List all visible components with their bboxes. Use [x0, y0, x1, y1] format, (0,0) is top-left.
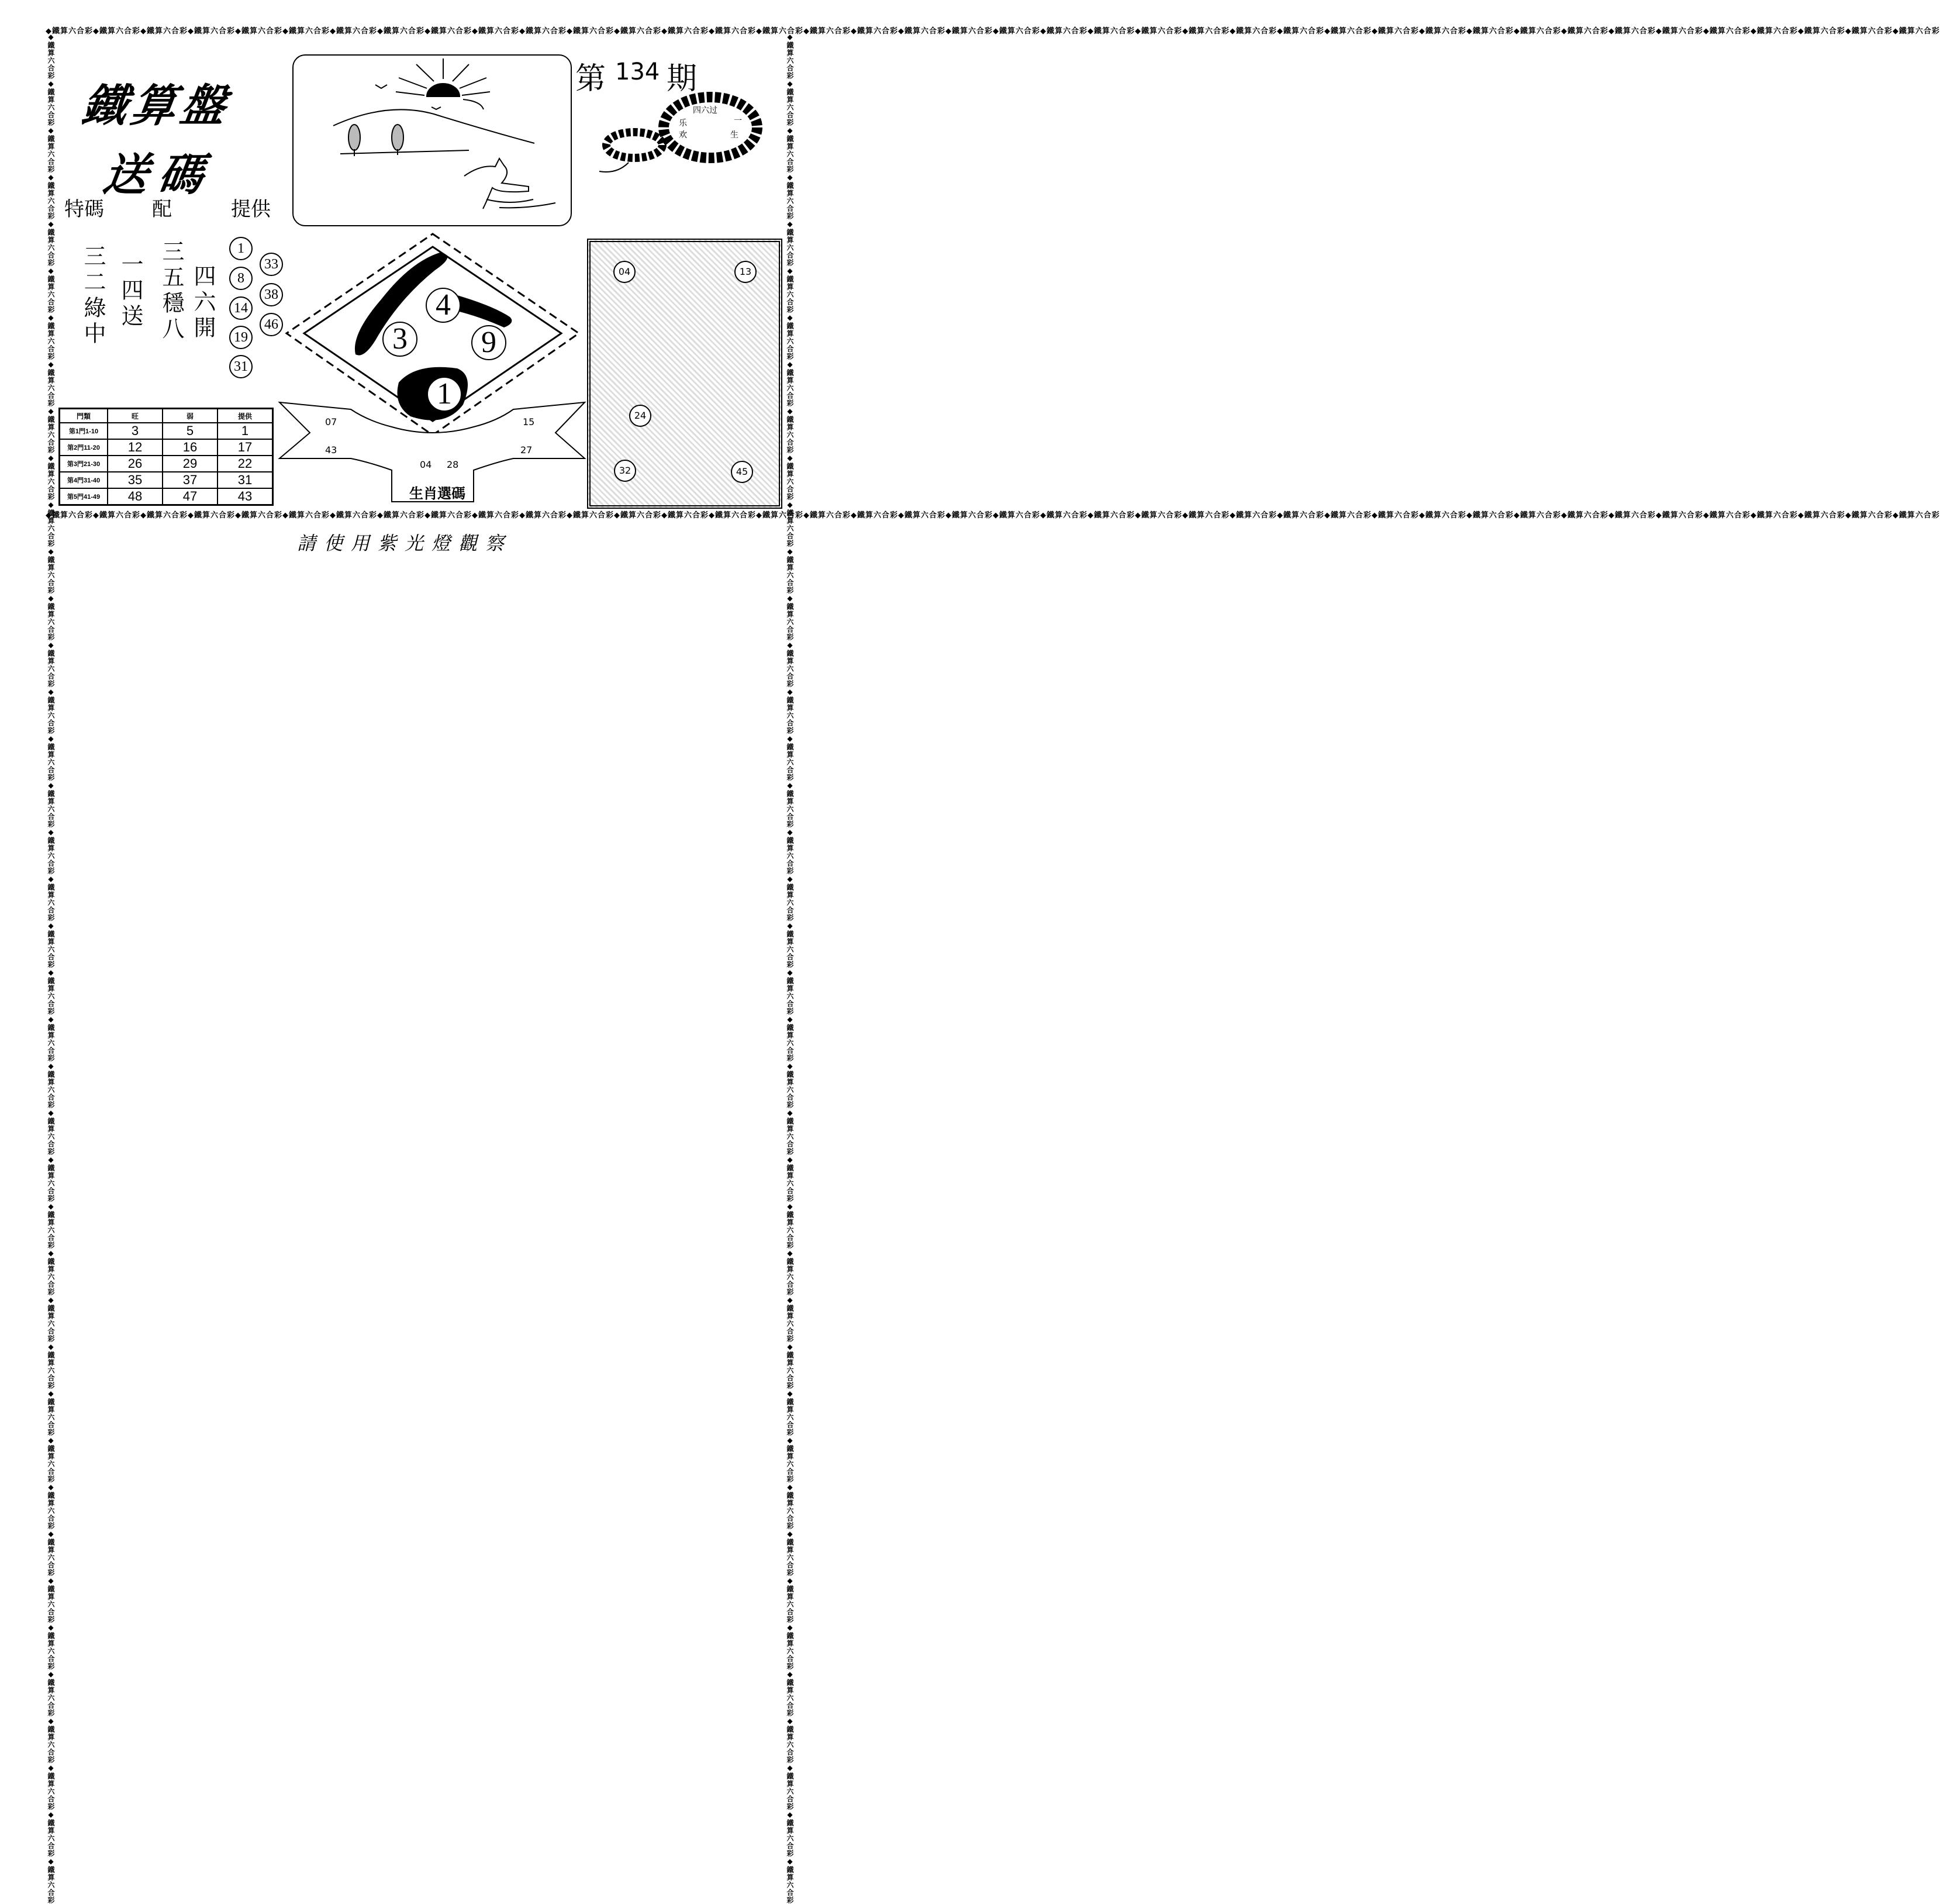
subtitle-left: 特碼	[64, 198, 104, 221]
bracelet-text-2: 乐	[679, 119, 687, 128]
banner-number: 43	[325, 444, 337, 456]
cell-provide: 17	[218, 439, 273, 456]
issue-suffix: 期	[667, 61, 698, 96]
circled-number: 33	[260, 253, 283, 276]
landscape-drawing	[294, 56, 571, 225]
table-row	[60, 488, 273, 505]
hint-col-2: 一四送	[118, 253, 143, 330]
circled-number: 38	[260, 283, 283, 306]
circled-number: 31	[229, 355, 253, 378]
hint-col-4: 四六開	[190, 264, 216, 342]
circled-number: 46	[260, 313, 283, 336]
banner-number: 04	[420, 459, 432, 470]
cell-strong: 12	[108, 439, 163, 456]
row-label: 第2門11-20	[60, 439, 108, 456]
picture-number-ball: 13	[734, 261, 757, 283]
number-ball: 1	[427, 377, 462, 412]
header-weak: 弱	[163, 409, 218, 423]
top-border-text: ◆鐵算六合彩◆鐵算六合彩◆鐵算六合彩◆鐵算六合彩◆鐵算六合彩◆鐵算六合彩◆鐵算六合彩◆鐵算六合彩◆鐵算六合彩◆鐵算六合彩◆鐵算六合彩◆鐵算六合彩◆鐵算六合彩◆鐵算六合彩◆鐵算六合彩◆鐵算六合彩◆鐵算六合彩◆鐵算六合彩◆鐵算六合彩◆鐵算六合彩◆鐵算六合彩◆鐵算六合彩◆鐵算六合彩◆鐵算六合彩◆鐵算六合彩◆鐵算六合彩◆鐵算六合彩◆鐵算六合彩◆鐵算六合彩◆鐵算六合彩◆鐵算六合彩◆鐵算六合彩◆鐵算六合彩◆鐵算六合彩◆鐵算六合彩◆鐵算六合彩◆鐵算六合彩◆鐵算六合彩◆鐵算六合彩◆鐵算六合彩	[46, 27, 1940, 36]
table-row	[60, 423, 273, 439]
hint-col-3: 三五穩八	[158, 240, 184, 343]
header-category: 門類	[60, 409, 108, 423]
cell-provide: 1	[218, 423, 273, 439]
cell-provide: 43	[218, 488, 273, 505]
header-provide: 提供	[218, 409, 273, 423]
picture-number-ball: 32	[614, 460, 636, 482]
cell-strong: 26	[108, 456, 163, 472]
footer-note: 請使用紫光燈觀察	[297, 532, 513, 554]
bottom-border-text: ◆鐵算六合彩◆鐵算六合彩◆鐵算六合彩◆鐵算六合彩◆鐵算六合彩◆鐵算六合彩◆鐵算六合彩◆鐵算六合彩◆鐵算六合彩◆鐵算六合彩◆鐵算六合彩◆鐵算六合彩◆鐵算六合彩◆鐵算六合彩◆鐵算六合彩◆鐵算六合彩◆鐵算六合彩◆鐵算六合彩◆鐵算六合彩◆鐵算六合彩◆鐵算六合彩◆鐵算六合彩◆鐵算六合彩◆鐵算六合彩◆鐵算六合彩◆鐵算六合彩◆鐵算六合彩◆鐵算六合彩◆鐵算六合彩◆鐵算六合彩◆鐵算六合彩◆鐵算六合彩◆鐵算六合彩◆鐵算六合彩◆鐵算六合彩◆鐵算六合彩◆鐵算六合彩◆鐵算六合彩◆鐵算六合彩◆鐵算六合彩	[46, 511, 1940, 520]
table-row	[60, 456, 273, 472]
number-ball: 9	[471, 325, 506, 360]
landscape-frame	[292, 54, 572, 226]
cell-weak: 16	[163, 439, 218, 456]
title-line1: 鐵算盤	[78, 80, 234, 132]
picture-number-ball: 04	[613, 261, 636, 283]
banner-number: 28	[447, 459, 459, 470]
picture-number-ball: 24	[629, 405, 651, 427]
hint-col-1: 三二綠中	[80, 244, 106, 347]
banner-number: 07	[325, 416, 337, 427]
banner-number: 15	[523, 416, 535, 427]
title-line2: 送碼	[99, 149, 218, 201]
table-row	[60, 439, 273, 456]
bracelet-text-4: 生	[730, 130, 738, 140]
cell-weak: 37	[163, 472, 218, 488]
header-strong: 旺	[108, 409, 163, 423]
bracelet-graphic	[593, 81, 764, 180]
subtitle-right: 提供	[231, 198, 271, 221]
door-stats-table	[58, 408, 274, 506]
cell-weak: 5	[163, 423, 218, 439]
number-ball: 3	[382, 322, 417, 357]
table-header-row	[60, 409, 273, 423]
cell-provide: 22	[218, 456, 273, 472]
circled-number: 8	[229, 267, 253, 290]
right-border-text: ◆鐵算六合彩◆鐵算六合彩◆鐵算六合彩◆鐵算六合彩◆鐵算六合彩◆鐵算六合彩◆鐵算六合彩◆鐵算六合彩◆鐵算六合彩◆鐵算六合彩◆鐵算六合彩◆鐵算六合彩◆鐵算六合彩◆鐵算六合彩◆鐵算六合彩◆鐵算六合彩◆鐵算六合彩◆鐵算六合彩◆鐵算六合彩◆鐵算六合彩◆鐵算六合彩◆鐵算六合彩◆鐵算六合彩◆鐵算六合彩◆鐵算六合彩◆鐵算六合彩◆鐵算六合彩◆鐵算六合彩◆鐵算六合彩◆鐵算六合彩◆鐵算六合彩◆鐵算六合彩◆鐵算六合彩◆鐵算六合彩◆鐵算六合彩◆鐵算六合彩◆鐵算六合彩◆鐵算六合彩◆鐵算六合彩◆鐵算六合彩	[786, 33, 794, 1904]
row-label: 第5門41-49	[60, 488, 108, 505]
banner-label: 生肖選碼	[409, 485, 465, 502]
cell-strong: 48	[108, 488, 163, 505]
banner-number: 27	[520, 444, 533, 456]
cell-provide: 31	[218, 472, 273, 488]
circled-number: 19	[229, 326, 253, 349]
number-ball: 4	[426, 288, 461, 323]
subtitle-mid: 配	[152, 198, 172, 221]
row-label: 第4門31-40	[60, 472, 108, 488]
row-label: 第1門1-10	[60, 423, 108, 439]
cell-weak: 47	[163, 488, 218, 505]
row-label: 第3門21-30	[60, 456, 108, 472]
bracelet-text-5: 一	[734, 116, 742, 126]
issue-prefix: 第	[575, 61, 606, 96]
issue-number: 134	[615, 58, 660, 85]
cell-weak: 29	[163, 456, 218, 472]
bracelet-text-1: 四六过	[693, 106, 717, 115]
circled-number: 14	[229, 296, 253, 320]
circled-number: 1	[229, 237, 253, 260]
cell-strong: 3	[108, 423, 163, 439]
cell-strong: 35	[108, 472, 163, 488]
left-border-text: ◆鐵算六合彩◆鐵算六合彩◆鐵算六合彩◆鐵算六合彩◆鐵算六合彩◆鐵算六合彩◆鐵算六合彩◆鐵算六合彩◆鐵算六合彩◆鐵算六合彩◆鐵算六合彩◆鐵算六合彩◆鐵算六合彩◆鐵算六合彩◆鐵算六合彩◆鐵算六合彩◆鐵算六合彩◆鐵算六合彩◆鐵算六合彩◆鐵算六合彩◆鐵算六合彩◆鐵算六合彩◆鐵算六合彩◆鐵算六合彩◆鐵算六合彩◆鐵算六合彩◆鐵算六合彩◆鐵算六合彩◆鐵算六合彩◆鐵算六合彩◆鐵算六合彩◆鐵算六合彩◆鐵算六合彩◆鐵算六合彩◆鐵算六合彩◆鐵算六合彩◆鐵算六合彩◆鐵算六合彩◆鐵算六合彩◆鐵算六合彩	[47, 33, 55, 1904]
picture-number-ball: 45	[731, 461, 753, 483]
table-row	[60, 472, 273, 488]
bracelet-text-3: 欢	[679, 130, 687, 140]
